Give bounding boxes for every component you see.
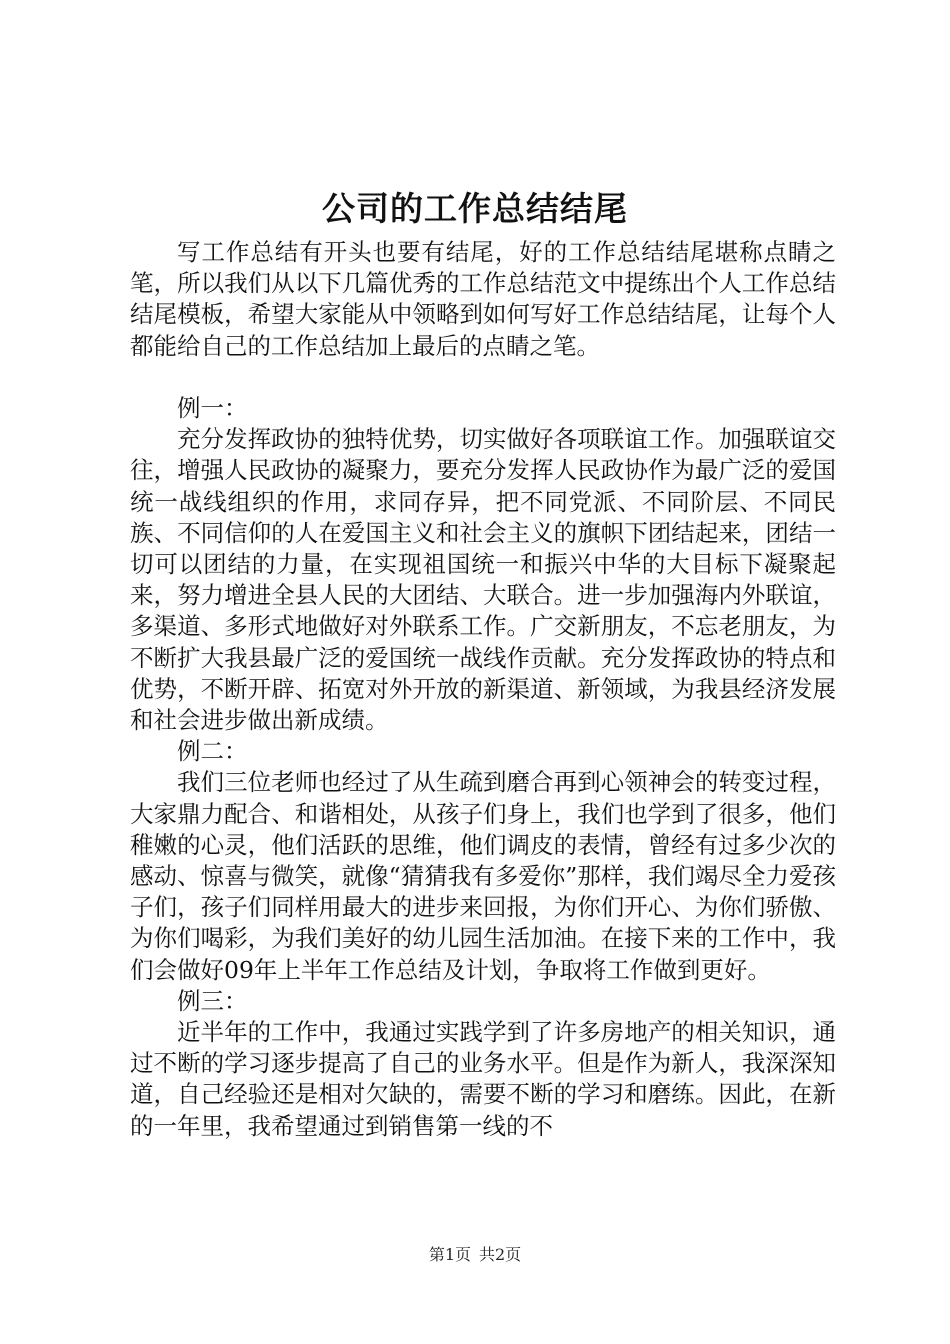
document-title: 公司的工作总结结尾 [322, 189, 628, 228]
example-1-paragraph: 充分发挥政协的独特优势，切实做好各项联谊工作。加强联谊交往，增强人民政协的凝聚力，要充分发挥人民政协作为最广泛的爱国统一战线组织的作用，求同存异，把不同党派、不同阶层、不同民族、不同信仰的人在爱国主义和社会主义的旗帜下团结起来，团结一切可以团结的力量，在实现祖国统一和振兴中华的大目标下凝聚起来，努力增进全县人民的大团结、大联合。进一步加强海内外联谊，多渠道、多形式地做好对外联系工作。广交新朋友，不忘老朋友，为不断扩大我县最广泛的爱国统一战线作贡献。充分发挥政协的特点和优势，不断开辟、拓宽对外开放的新渠道、新领域，为我县经济发展和社会进步做出新成绩。 [130, 425, 836, 735]
page-footer [0, 1244, 950, 1266]
intro-paragraph: 写工作总结有开头也要有结尾，好的工作总结结尾堪称点睛之笔，所以我们从以下几篇优秀的工作总结范文中提练出个人工作总结结尾模板，希望大家能从中领略到如何写好工作总结结尾，让每个人都能给自己的工作总结加上最后的点睛之笔。 [130, 238, 836, 360]
example-2-paragraph: 我们三位老师也经过了从生疏到磨合再到心领神会的转变过程，大家鼎力配合、和谐相处，从孩子们身上，我们也学到了很多，他们稚嫩的心灵，他们活跃的思维，他们调皮的表情，曾经有过多少次的感动、惊喜与微笑，就像“猜猜我有多爱你”那样，我们竭尽全力爱孩子们，孩子们同样用最大的进步来回报，为你们开心、为你们骄傲、为你们喝彩，为我们美好的幼儿园生活加油。在接下来的工作中，我们会做好09年上半年工作总结及计划，争取将工作做到更好。 [130, 768, 836, 984]
page-total: 共2页 [479, 1245, 522, 1264]
example-2-label: 例二： [177, 737, 248, 766]
paragraph-spacer [130, 362, 836, 393]
example-1-label: 例一： [177, 394, 248, 422]
example-3-label: 例三： [177, 986, 248, 1015]
document-body [130, 237, 836, 1142]
example-3-paragraph: 近半年的工作中，我通过实践学到了许多房地产的相关知识，通过不断的学习逐步提高了自己的业务水平。但是作为新人，我深深知道，自己经验还是相对欠缺的，需要不断的学习和磨练。因此，在新的一年里，我希望通过到销售第一线的不 [130, 1018, 836, 1140]
page-number: 第1页 [428, 1245, 471, 1264]
